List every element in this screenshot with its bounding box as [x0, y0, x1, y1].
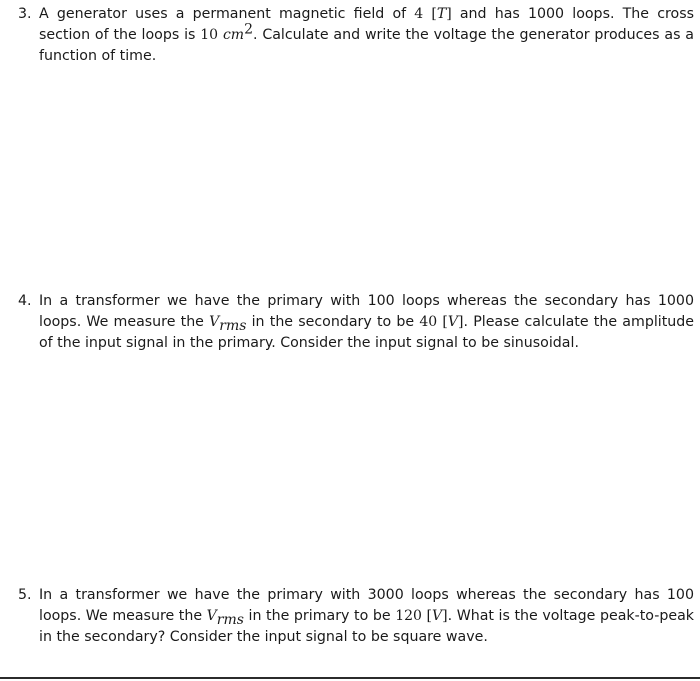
v-subscript: rms — [219, 317, 247, 334]
field-unit: T — [436, 6, 447, 22]
problem-text-part: . Please calculate the amplitude of the input signal in the primary. Consider the input signal to be sinusoidal. — [39, 314, 694, 351]
problem-number: 4. — [18, 293, 32, 309]
problem-5 — [18, 585, 694, 648]
voltage-unit: V — [447, 314, 459, 330]
problem-text-part: . Calculate and write the voltage the generator produces as a function of time. — [39, 27, 694, 64]
problem-text-part: in the primary to be — [243, 608, 396, 624]
v-symbol: V — [209, 314, 220, 330]
area-value: 10 — [200, 27, 219, 43]
v-symbol: V — [206, 608, 217, 624]
problem-4 — [18, 291, 694, 354]
problem-number: 3. — [18, 6, 32, 22]
problem-3 — [18, 4, 694, 67]
problem-number: 5. — [18, 587, 32, 603]
problem-text-part: . What is the voltage peak-to-peak in the secondary? Consider the input signal to be square wave. — [39, 608, 694, 645]
problem-text: In a transformer we have the primary with 3000 loops whereas the secondary has 100 loops. We measure the $V_{rms}$ in the primary to be 120 [V]. What is the voltage peak-to-peak in the secondary? Consider the input signal to be square wave. — [39, 587, 694, 645]
bottom-divider — [0, 677, 700, 679]
problem-text-part: In a transformer we have the primary with 100 loops whereas the secondary has 1000 loops. We measure the — [39, 293, 694, 330]
problem-text-part: and has 1000 loops. The cross section of the loops is — [39, 6, 694, 43]
v-subscript: rms — [216, 611, 244, 628]
problem-text-part: A generator uses a permanent magnetic field of — [39, 6, 415, 22]
voltage-value: 40 — [419, 314, 438, 330]
problem-text-part: In a transformer we have the primary with 3000 loops whereas the secondary has 100 loops. We measure the — [39, 587, 694, 624]
problem-text: In a transformer we have the primary with 100 loops whereas the secondary has 1000 loops. We measure the $V_{rms}$ in the secondary to be 40 [V]. Please calculate the amplitude of the input signal in the primary. Consider the input signal to be sinusoidal. — [39, 293, 694, 351]
problem-text: A generator uses a permanent magnetic field of 4 [T] and has 1000 loops. The cross section of the loops is 10 $cm^2$. Calculate and write the voltage the generator produces as a function of time. — [39, 6, 694, 64]
voltage-value: 120 — [395, 608, 422, 624]
field-value: 4 — [414, 6, 424, 22]
area-exponent: 2 — [244, 21, 253, 38]
problem-text-part: in the secondary to be — [246, 314, 420, 330]
voltage-unit: V — [432, 608, 443, 624]
area-unit: cm — [222, 27, 245, 43]
